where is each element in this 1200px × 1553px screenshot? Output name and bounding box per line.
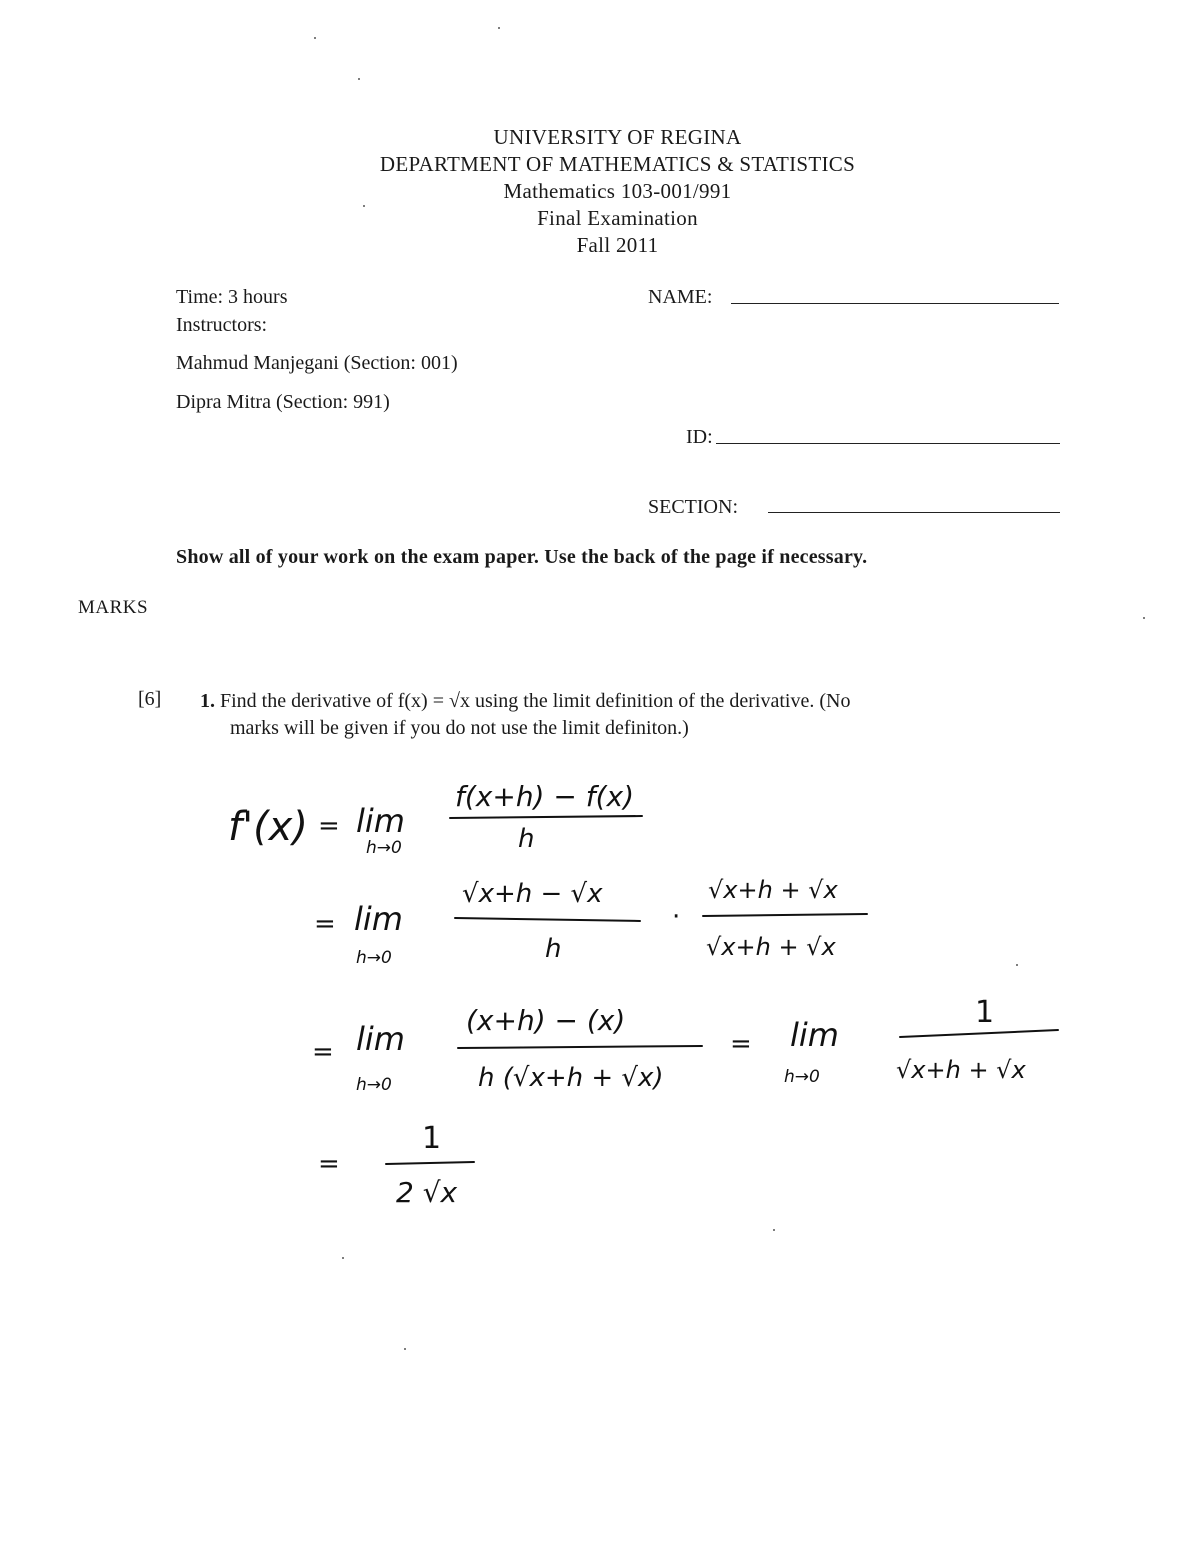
course-code: Mathematics 103-001/991: [503, 179, 732, 203]
hw-line3-result-denominator: √x+h + √x: [896, 1056, 1026, 1084]
hw-line1-denominator: h: [518, 824, 535, 854]
hw-line2-fraction-bar: [455, 918, 640, 921]
hw-final-fraction-bar: [386, 1162, 474, 1164]
hw-line1-numerator: f(x+h) − f(x): [455, 780, 635, 813]
id-label: ID:: [686, 426, 713, 448]
hw-equals: =: [312, 1037, 334, 1067]
hw-lim-sub: h→0: [366, 838, 402, 858]
name-label: NAME:: [648, 286, 713, 308]
exam-time: Time: 3 hours: [176, 286, 288, 308]
hw-line3-fraction-bar: [458, 1046, 702, 1048]
hw-line2-conjugate-denominator: √x+h + √x: [706, 933, 836, 961]
hw-lim: lim: [790, 1016, 839, 1054]
university-name: UNIVERSITY OF REGINA: [493, 125, 742, 149]
exam-term: Fall 2011: [576, 233, 659, 257]
hw-line2-denominator: h: [545, 934, 562, 964]
instructor-1: Mahmud Manjegani (Section: 001): [176, 352, 458, 374]
hw-final-numerator: 1: [422, 1121, 442, 1156]
hw-lim: lim: [356, 1020, 405, 1058]
question-1-number: 1.: [200, 690, 215, 712]
hw-lim-sub: h→0: [356, 1075, 392, 1095]
hw-equals: =: [730, 1029, 752, 1059]
instructors-label: Instructors:: [176, 314, 268, 336]
hw-line1-fraction-bar: [450, 816, 642, 818]
hw-line2-numerator: √x+h − √x: [462, 879, 603, 909]
hw-line2-conjugate-bar: [703, 914, 867, 916]
hw-lim-sub: h→0: [356, 948, 392, 968]
hw-line3-denominator: h (√x+h + √x): [478, 1063, 664, 1093]
hw-line2-conjugate-numerator: √x+h + √x: [708, 876, 838, 904]
marks-heading: MARKS: [78, 597, 149, 618]
question-1-text-line1: Find the derivative of f(x) = √x using the limit definition of the derivative. (No: [220, 690, 851, 712]
question-1-text-line2: marks will be given if you do not use the limit definiton.): [230, 717, 689, 739]
hw-line3-result-bar: [900, 1030, 1058, 1037]
exam-type: Final Examination: [537, 206, 698, 230]
hw-lim-sub: h→0: [784, 1067, 820, 1087]
question-1-marks: [6]: [138, 688, 162, 710]
hw-line3-result-numerator: 1: [975, 995, 995, 1030]
department-name: DEPARTMENT OF MATHEMATICS & STATISTICS: [379, 152, 856, 176]
hw-equals: =: [314, 909, 336, 939]
hw-equals: =: [318, 1149, 340, 1179]
section-label: SECTION:: [648, 496, 738, 518]
hw-final-denominator: 2 √x: [396, 1176, 458, 1209]
hw-lim: lim: [354, 900, 403, 938]
instructor-2: Dipra Mitra (Section: 991): [176, 391, 390, 413]
instructions-note: Show all of your work on the exam paper. Use the back of the page if necessary.: [176, 546, 868, 568]
hw-dot: ·: [672, 902, 681, 932]
hw-lim: lim: [356, 802, 405, 840]
hw-line3-numerator: (x+h) − (x): [466, 1004, 626, 1037]
hw-equals: =: [318, 811, 340, 841]
hw-derivative-lhs: f'(x): [228, 804, 308, 850]
